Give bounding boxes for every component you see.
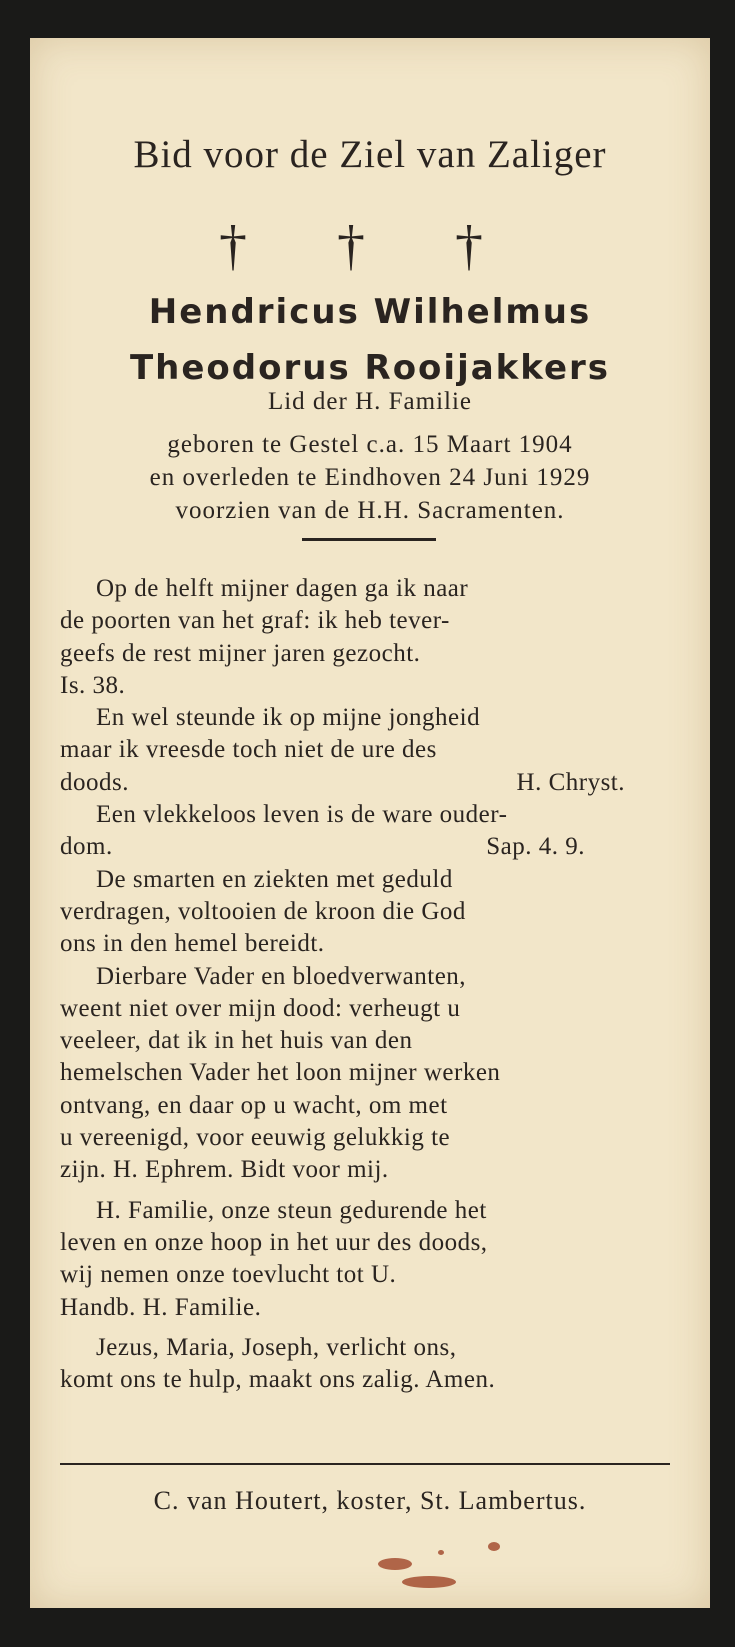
verse-line: Op de helft mijner dagen ga ik naar [96,575,469,602]
sacraments-line: voorzien van de H.H. Sacramenten. [175,497,565,524]
death-line: en overleden te Eindhoven 24 Juni 1929 [149,464,591,491]
stain-mark [378,1558,412,1570]
verse-line [60,831,670,863]
verse-line: weent niet over mijn dood: verheugt u [60,994,461,1022]
prayer-heading: Bid voor de Ziel van Zaliger [133,133,607,176]
verse-reference: Sap. 4. 9. [486,833,585,861]
verse-line: En wel steunde ik op mijne jongheid [96,704,481,732]
verse-line: wij nemen onze toevlucht tot U. [60,1261,397,1289]
verse-line: geefs de rest mijner jaren gezocht. [60,639,421,667]
verse-line: maar ik vreesde toch niet de ure des [60,736,437,764]
verse-block [60,573,670,1396]
verse-line: ons in den hemel bereidt. [60,930,325,958]
memorial-card [30,38,710,1608]
verse-line [60,767,670,799]
verse-text: doods. [60,768,129,796]
verse-line: H. Familie, onze steun gedurende het [96,1196,487,1224]
deceased-name-line1: Hendricus Wilhelmus [148,292,592,332]
stain-mark [438,1550,444,1555]
verse-reference: Handb. H. Familie. [60,1293,262,1321]
verse-line: ontvang, en daar op u wacht, om met [60,1091,448,1119]
verse-line: De smarten en ziekten met geduld [96,865,453,893]
crosses-ornament: † † † [219,215,521,277]
verse-line: leven en onze hoop in het uur des doods, [60,1228,488,1256]
stain-mark [488,1542,500,1551]
deceased-name-line2: Theodorus Rooijakkers [129,348,611,388]
verse-text: dom. [60,833,113,861]
membership-line: Lid der H. Familie [267,388,473,415]
verse-line: Jezus, Maria, Joseph, verlicht ons, [96,1333,457,1361]
verse-line: Een vlekkeloos leven is de ware ouder- [96,801,508,829]
verse-line: Dierbare Vader en bloedverwanten, [96,962,467,990]
verse-line: verdragen, voltooien de kroon die God [60,897,466,925]
verse-reference: Is. 38. [60,671,126,699]
verse-line: komt ons te hulp, maakt ons zalig. Amen. [60,1366,496,1394]
verse-line: u vereenigd, voor eeuwig gelukkig te [60,1124,451,1152]
birth-line: geboren te Gestel c.a. 15 Maart 1904 [167,431,573,458]
footer-divider [60,1463,670,1465]
verse-line: veeleer, dat ik in het huis van den [60,1027,413,1055]
verse-line: zijn. H. Ephrem. Bidt voor mij. [60,1156,389,1184]
verse-line: de poorten van het graf: ik heb tever- [60,607,450,635]
verse-line: hemelschen Vader het loon mijner werken [60,1059,501,1087]
printer-credit: C. van Houtert, koster, St. Lambertus. [153,1486,587,1515]
verse-reference: H. Chryst. [516,768,625,796]
stain-mark [402,1576,456,1588]
short-divider [302,538,436,541]
